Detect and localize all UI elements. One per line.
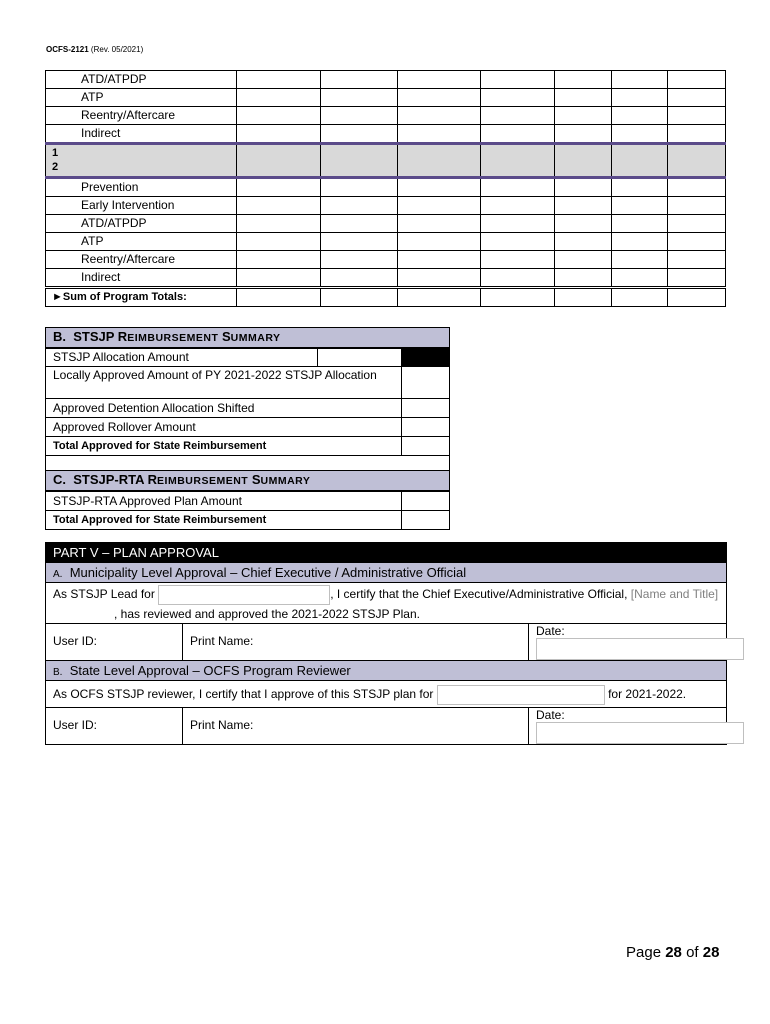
rta-plan-input[interactable] — [402, 491, 450, 510]
a-date-label: Date: — [536, 624, 565, 638]
amount-cell[interactable] — [321, 178, 398, 197]
program-label: ATD/ATPDP — [46, 71, 237, 89]
amount-cell[interactable] — [321, 288, 398, 307]
amount-cell[interactable] — [321, 251, 398, 269]
section-b-title: B. STSJP REIMBURSEMENT SUMMARY — [46, 328, 450, 349]
amount-cell[interactable] — [481, 288, 555, 307]
program-label: ATP — [46, 233, 237, 251]
amount-cell[interactable] — [398, 197, 481, 215]
b-total-label: Total Approved for State Reimbursement — [46, 436, 402, 455]
name-title-placeholder[interactable]: [Name and Title] — [630, 587, 719, 601]
a-cert-line2: , has reviewed and approved the 2021-2022 STSJP Plan. — [114, 607, 420, 621]
amount-cell[interactable] — [481, 233, 555, 251]
amount-cell[interactable] — [237, 71, 321, 89]
amount-cell[interactable] — [555, 144, 612, 178]
b-date-cell — [529, 708, 726, 744]
amount-cell[interactable] — [398, 125, 481, 144]
table-row — [46, 269, 726, 288]
b-date-field[interactable] — [536, 722, 744, 744]
amount-cell[interactable] — [668, 197, 726, 215]
a-date-cell — [529, 624, 726, 660]
amount-cell[interactable] — [398, 215, 481, 233]
section-a-title: A. Municipality Level Approval – Chief Executive / Administrative Official — [46, 563, 726, 583]
amount-cell[interactable] — [555, 233, 612, 251]
detention-shifted-label: Approved Detention Allocation Shifted — [46, 398, 402, 417]
rollover-input[interactable] — [402, 417, 450, 436]
table-row — [46, 144, 726, 178]
section-b-table — [45, 327, 450, 473]
amount-cell[interactable] — [668, 71, 726, 89]
amount-cell[interactable] — [555, 197, 612, 215]
amount-cell[interactable] — [612, 288, 668, 307]
amount-cell[interactable] — [555, 269, 612, 288]
amount-cell[interactable] — [555, 107, 612, 125]
amount-cell[interactable] — [612, 89, 668, 107]
amount-cell[interactable] — [668, 125, 726, 144]
amount-cell[interactable] — [481, 178, 555, 197]
amount-cell[interactable] — [481, 215, 555, 233]
amount-cell[interactable] — [555, 215, 612, 233]
amount-cell[interactable] — [398, 144, 481, 178]
table-row — [46, 251, 726, 269]
table-row — [46, 89, 726, 107]
form-id — [46, 45, 143, 54]
amount-cell[interactable] — [481, 269, 555, 288]
group-number — [46, 144, 237, 178]
shaded-cell — [402, 348, 450, 366]
plan-name-field[interactable] — [437, 685, 605, 705]
b-print-name[interactable]: Print Name: — [183, 708, 529, 744]
amount-cell[interactable] — [555, 125, 612, 144]
group-digit: 2 — [52, 161, 59, 173]
amount-cell[interactable] — [612, 125, 668, 144]
table-row — [46, 288, 726, 307]
program-label: Indirect — [46, 125, 237, 144]
amount-cell[interactable] — [555, 71, 612, 89]
amount-cell[interactable] — [321, 269, 398, 288]
amount-cell[interactable] — [321, 71, 398, 89]
amount-cell[interactable] — [481, 125, 555, 144]
b-date-label: Date: — [536, 708, 565, 722]
amount-cell[interactable] — [555, 178, 612, 197]
part-v-plan-approval — [45, 542, 727, 745]
stsjp-allocation-label: STSJP Allocation Amount — [46, 348, 318, 366]
program-label: ATP — [46, 89, 237, 107]
section-b-approval-title: B. State Level Approval – OCFS Program Reviewer — [46, 660, 726, 681]
part-v-title: PART V – PLAN APPROVAL — [46, 543, 726, 563]
amount-cell[interactable] — [237, 251, 321, 269]
amount-cell[interactable] — [398, 107, 481, 125]
amount-cell[interactable] — [398, 233, 481, 251]
amount-cell[interactable] — [321, 233, 398, 251]
table-row — [46, 125, 726, 144]
amount-cell[interactable] — [668, 178, 726, 197]
amount-cell[interactable] — [398, 89, 481, 107]
amount-cell[interactable] — [555, 251, 612, 269]
amount-cell[interactable] — [612, 71, 668, 89]
rta-plan-label: STSJP-RTA Approved Plan Amount — [46, 491, 402, 510]
amount-cell[interactable] — [668, 89, 726, 107]
c-total-label: Total Approved for State Reimbursement — [46, 510, 402, 529]
amount-cell[interactable] — [481, 89, 555, 107]
amount-cell[interactable] — [612, 144, 668, 178]
program-label: Reentry/Aftercare — [46, 107, 237, 125]
amount-cell[interactable] — [321, 197, 398, 215]
section-c-table — [45, 470, 450, 530]
a-signature-row — [46, 623, 726, 660]
amount-cell[interactable] — [612, 197, 668, 215]
form-revision: (Rev. 05/2021) — [90, 45, 144, 54]
stsjp-allocation-input[interactable] — [318, 348, 402, 366]
amount-cell[interactable] — [612, 178, 668, 197]
amount-cell[interactable] — [555, 288, 612, 307]
b-total-input[interactable] — [402, 436, 450, 455]
table-row — [46, 197, 726, 215]
table-row — [46, 215, 726, 233]
table-row — [46, 233, 726, 251]
amount-cell[interactable] — [612, 269, 668, 288]
amount-cell[interactable] — [398, 71, 481, 89]
amount-cell[interactable] — [612, 215, 668, 233]
form-code: OCFS-2121 — [46, 45, 89, 54]
a-cert-line1: As STSJP Lead for , I certify that the Chief Executive/Administrative Official, [Name and Title] — [46, 583, 726, 605]
amount-cell[interactable] — [398, 288, 481, 307]
rollover-label: Approved Rollover Amount — [46, 417, 402, 436]
program-label: ATD/ATPDP — [46, 215, 237, 233]
amount-cell[interactable] — [321, 125, 398, 144]
section-c-title: C. STSJP-RTA REIMBURSEMENT SUMMARY — [46, 471, 450, 492]
municipality-name-field[interactable] — [158, 585, 330, 605]
amount-cell[interactable] — [237, 125, 321, 144]
locally-approved-label: Locally Approved Amount of PY 2021-2022 STSJP Allocation — [46, 366, 402, 398]
group-digit: 1 — [52, 147, 59, 159]
amount-cell[interactable] — [668, 107, 726, 125]
amount-cell[interactable] — [237, 178, 321, 197]
amount-cell[interactable] — [398, 251, 481, 269]
amount-cell[interactable] — [668, 288, 726, 307]
amount-cell[interactable] — [237, 107, 321, 125]
amount-cell[interactable] — [612, 107, 668, 125]
b-signature-row — [46, 707, 726, 744]
amount-cell[interactable] — [668, 269, 726, 288]
program-label: Indirect — [46, 269, 237, 288]
amount-cell[interactable] — [237, 288, 321, 307]
amount-cell[interactable] — [555, 89, 612, 107]
program-label: Early Intervention — [46, 197, 237, 215]
b-user-id[interactable]: User ID: — [46, 708, 183, 744]
amount-cell[interactable] — [398, 178, 481, 197]
a-date-field[interactable] — [536, 638, 744, 660]
page-number: Page 28 of 28 — [626, 944, 720, 961]
locally-approved-input[interactable] — [402, 366, 450, 398]
amount-cell[interactable] — [321, 107, 398, 125]
amount-cell[interactable] — [237, 144, 321, 178]
table-row — [46, 107, 726, 125]
c-total-input[interactable] — [402, 510, 450, 529]
amount-cell[interactable] — [237, 197, 321, 215]
amount-cell[interactable] — [668, 215, 726, 233]
amount-cell[interactable] — [237, 215, 321, 233]
table-row — [46, 71, 726, 89]
b-cert-line: As OCFS STSJP reviewer, I certify that I approve of this STSJP plan for for 2021-2022. — [46, 681, 726, 707]
amount-cell[interactable] — [668, 251, 726, 269]
amount-cell[interactable] — [612, 233, 668, 251]
table-row — [46, 178, 726, 197]
program-label: Reentry/Aftercare — [46, 251, 237, 269]
amount-cell[interactable] — [237, 233, 321, 251]
amount-cell[interactable] — [237, 269, 321, 288]
detention-shifted-input[interactable] — [402, 398, 450, 417]
amount-cell[interactable] — [481, 251, 555, 269]
amount-cell[interactable] — [481, 197, 555, 215]
amount-cell[interactable] — [321, 89, 398, 107]
program-label: Prevention — [46, 178, 237, 197]
amount-cell[interactable] — [481, 107, 555, 125]
sum-of-program-totals: ►Sum of Program Totals: — [46, 288, 237, 307]
amount-cell[interactable] — [481, 71, 555, 89]
amount-cell[interactable] — [668, 233, 726, 251]
a-user-id[interactable]: User ID: — [46, 624, 183, 660]
amount-cell[interactable] — [612, 251, 668, 269]
amount-cell[interactable] — [321, 144, 398, 178]
amount-cell[interactable] — [481, 144, 555, 178]
amount-cell[interactable] — [668, 144, 726, 178]
amount-cell[interactable] — [237, 89, 321, 107]
program-table — [45, 70, 726, 307]
amount-cell[interactable] — [321, 215, 398, 233]
amount-cell[interactable] — [398, 269, 481, 288]
a-print-name[interactable]: Print Name: — [183, 624, 529, 660]
